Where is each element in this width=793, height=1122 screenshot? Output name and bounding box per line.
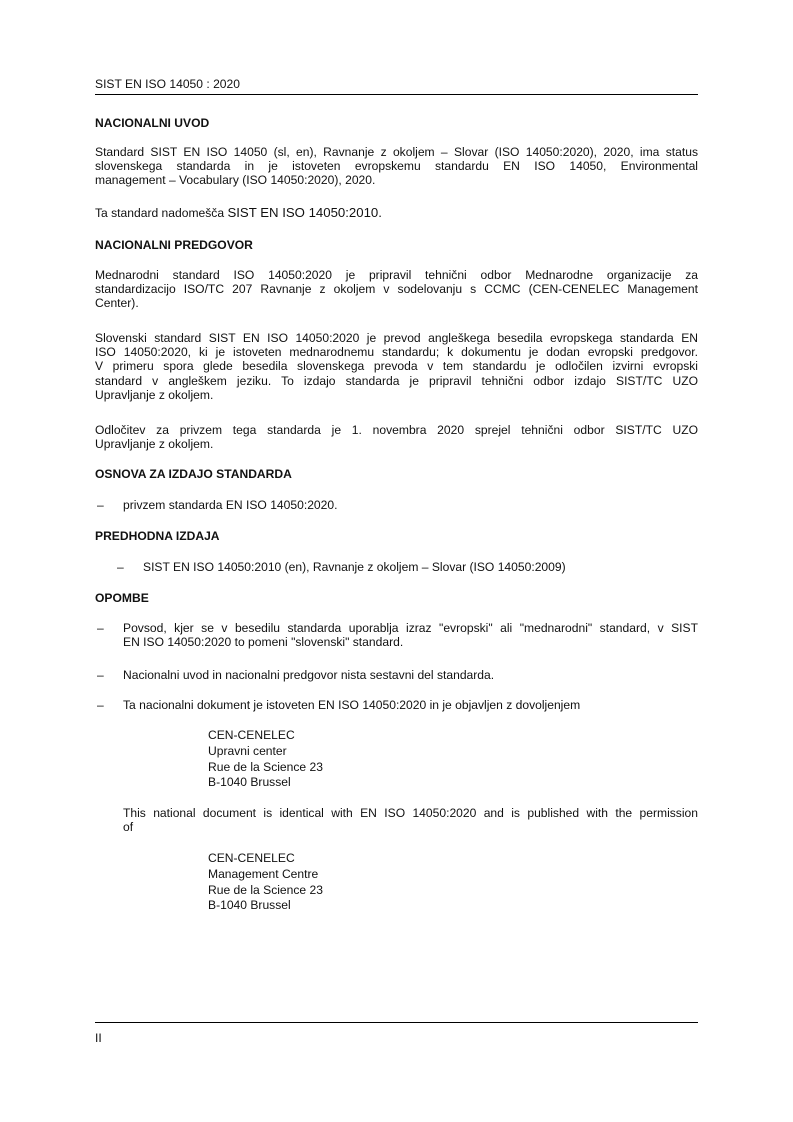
address-sl-line-1: CEN-CENELEC [208, 728, 295, 742]
predgovor-p2-line-5: Upravljanje z okoljem. [95, 387, 214, 402]
opombe-item-3-text: Ta nacionalni dokument je istoveten EN ISO 14050:2020 in je objavljen z dovoljenjem [123, 698, 581, 712]
predgovor-p1-line-1: Mednarodni standard ISO 14050:2020 je pripravil tehnični odbor Mednarodne organizacije za [95, 268, 698, 282]
predgovor-p3-line-2: Upravljanje z okoljem. [95, 437, 214, 452]
dash-bullet: – [97, 698, 104, 712]
predgovor-paragraph-3 [95, 423, 698, 451]
page-header: SIST EN ISO 14050 : 2020 [95, 77, 240, 91]
uvod-paragraph [95, 145, 698, 188]
address-en-line-4: B-1040 Brussel [208, 898, 291, 913]
heading-nacionalni-predgovor: NACIONALNI PREDGOVOR [95, 238, 253, 252]
english-notice [123, 806, 698, 834]
predgovor-p2-line-2: ISO 14050:2020, ki je istoveten mednarodnemu standardu; k dokumentu je dodan evropski predgovor. [95, 345, 698, 360]
predgovor-paragraph-2 [95, 331, 698, 402]
uvod-replaces [95, 206, 382, 220]
address-sl-line-4: B-1040 Brussel [208, 775, 291, 790]
dash-bullet: – [97, 621, 104, 635]
heading-opombe: OPOMBE [95, 591, 149, 605]
predgovor-p2-line-1: Slovenski standard SIST EN ISO 14050:2020 je prevod angleškega besedila evropskega standarda EN [95, 331, 698, 345]
english-line-1: This national document is identical with EN ISO 14050:2020 and is published with the permission [123, 806, 698, 820]
address-sl-line-2: Upravni center [208, 743, 287, 758]
predgovor-p1-line-2: standardizacijo ISO/TC 207 Ravnanje z okoljem v sodelovanju s CCMC (CEN-CENELEC Management [95, 282, 698, 297]
opombe-item-1-line-2: EN ISO 14050:2020 to pomeni "slovenski" standard. [123, 635, 404, 650]
heading-nacionalni-uvod: NACIONALNI UVOD [95, 116, 210, 130]
dash-bullet: – [97, 498, 104, 512]
heading-predhodna: PREDHODNA IZDAJA [95, 529, 220, 543]
address-block-en [208, 851, 323, 914]
uvod-line-2: slovenskega standarda in je istoveten evropskemu standardu EN ISO 14050, Environmental [95, 159, 698, 174]
opombe-item-1-text [123, 621, 698, 649]
predgovor-p3-line-1: Odločitev za privzem tega standarda je 1. novembra 2020 sprejel tehnični odbor SIST/TC UZO [95, 423, 698, 437]
address-sl-line-3: Rue de la Science 23 [208, 759, 323, 774]
opombe-item-1-line-1: Povsod, kjer se v besedilu standarda uporablja izraz "evropski" ali "mednarodni" standard, v SIST [123, 621, 698, 635]
uvod-replaces-text: Ta standard nadomešča [95, 206, 225, 220]
osnova-item-text: privzem standarda EN ISO 14050:2020. [123, 498, 338, 512]
address-en-line-1: CEN-CENELEC [208, 851, 295, 865]
document-page [95, 0, 698, 1122]
address-en-line-2: Management Centre [208, 866, 319, 881]
uvod-replaces-ref: SIST EN ISO 14050:2010. [227, 205, 382, 220]
predgovor-paragraph-1 [95, 268, 698, 311]
address-block-sl [208, 728, 323, 791]
heading-osnova: OSNOVA ZA IZDAJO STANDARDA [95, 467, 292, 481]
dash-bullet: – [97, 668, 104, 682]
uvod-line-3: management – Vocabulary (ISO 14050:2020), 2020. [95, 173, 376, 188]
dash-bullet: – [117, 560, 124, 574]
page-number: II [95, 1031, 102, 1045]
english-line-2: of [123, 820, 134, 835]
uvod-line-1: Standard SIST EN ISO 14050 (sl, en), Ravnanje z okoljem – Slovar (ISO 14050:2020), 2020, ima status [95, 145, 698, 159]
predgovor-p2-line-4: standard v angleškem jeziku. To izdajo standarda je pripravil tehnični odbor izdajo SIST/TC UZO [95, 373, 698, 388]
footer-divider [95, 1022, 698, 1023]
predhodna-item-text: SIST EN ISO 14050:2010 (en), Ravnanje z okoljem – Slovar (ISO 14050:2009) [143, 560, 566, 574]
header-divider [95, 94, 698, 95]
opombe-item-2-text: Nacionalni uvod in nacionalni predgovor nista sestavni del standarda. [123, 668, 495, 682]
predgovor-p1-line-3: Center). [95, 296, 139, 311]
predgovor-p2-line-3: V primeru spora glede besedila slovenskega prevoda v tem standardu je odločilen izvirni evropski [95, 359, 698, 374]
address-en-line-3: Rue de la Science 23 [208, 882, 323, 897]
